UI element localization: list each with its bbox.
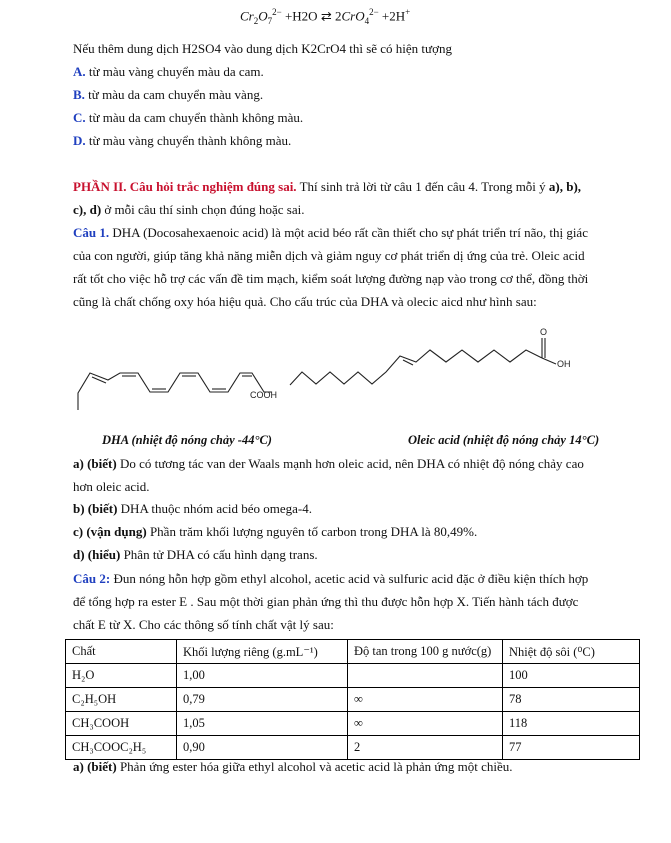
statement-text: Phần trăm khối lượng nguyên tố carbon trong DHA là 80,49%. [146,524,478,539]
table-cell: 1,05 [177,712,348,736]
q2-line-2: để tổng hợp ra ester E . Sau một thời gian phản ứng thì thu được hỗn hợp X. Tiến hành tách được [73,594,579,609]
part2-heading: PHẦN II. Câu hỏi trắc nghiệm đúng sai. [73,179,297,194]
statement-text: Phản ứng ester hóa giữa ethyl alcohol và acetic acid là phản ứng một chiều. [116,759,513,774]
part2-instr-bold1: a), b), [548,179,582,194]
eq-lhs-sub2: 7 [267,15,273,26]
caption-dha: DHA (nhiệt độ nóng chảy -44°C) [102,433,272,447]
statement-tag: c) (vận dụng) [73,524,147,539]
q1-statement-a-cont: hơn oleic acid. [73,479,150,494]
eq-coef: 2 [334,8,342,24]
q2-label: Câu 2: [73,571,111,586]
statement-tag: a) (biết) [73,759,117,774]
table-header-cell: Độ tan trong 100 g nước(g) [348,640,503,664]
q2-text: Đun nóng hỗn hợp gồm ethyl alcohol, acetic acid và sulfuric acid đặc ở điều kiện thích hợp [110,571,589,586]
eq-arrow: ⇄ [320,8,332,24]
option-text: từ màu vàng chuyển màu da cam. [88,64,264,79]
table-header-cell: Khối lượng riêng (g.mL⁻¹) [177,640,348,664]
dha-structure [78,373,272,410]
eq-lhs-species: Cr [240,8,254,24]
q1-line-3: rất tốt cho việc hỗ trợ các vấn đề tim mạch, kiểm soát lượng đường nạp vào trong cơ thể, đồng thời [73,271,589,286]
statement-text: Do có tương tác van der Waals mạnh hơn oleic acid, nên DHA có nhiệt độ nóng chảy cao [116,456,584,471]
oleic-oh-label: OH [557,359,571,369]
table-cell: H₂O [66,664,177,688]
question-intro: Nếu thêm dung dịch H2SO4 vào dung dịch K2CrO4 thì sẽ có hiện tượng [73,41,452,56]
eq-lhs-o: O [258,8,268,24]
oleic-structure [290,338,556,385]
table-cell: 2 [348,736,503,760]
q1-line-2: của con người, giúp tăng khả năng miễn dịch và giảm nguy cơ phát triển dị ứng của trẻ. Oleic acid [73,248,585,263]
table-cell: 0,90 [177,736,348,760]
eq-rhs-tail: +2H [381,8,406,24]
table-row [66,688,640,712]
dha-cooh-label: COOH [250,390,277,400]
statement-text: Phân tử DHA có cấu hình dạng trans. [120,547,318,562]
statement-text: DHA thuộc nhóm acid béo omega-4. [117,501,313,516]
q1-statement-b [73,500,312,518]
option-text: từ màu vàng chuyển thành không màu. [88,133,292,148]
option-text: từ màu da cam chuyển màu vàng. [88,87,264,102]
q1-statement-a [73,455,584,473]
q2-line-3: chất E từ X. Cho các thông số tính chất vật lý sau: [73,617,334,632]
option-key: C. [73,110,86,125]
eq-lhs-sup: 2− [272,7,282,17]
table-header-cell: Chất [66,640,177,664]
table-cell: 77 [503,736,640,760]
option-key: B. [73,87,85,102]
table-cell [348,664,503,688]
q2-statement-a [73,758,513,776]
table-cell: C₂H₅OH [66,688,177,712]
table-row [66,736,640,760]
table-cell: CH₃COOC₂H₅ [66,736,177,760]
eq-plus-water: +H2O [284,8,318,24]
table-cell: 100 [503,664,640,688]
oleic-oxygen-label: O [540,327,548,337]
table-header-row [66,640,640,664]
option-key: D. [73,133,86,148]
part2-instr2: ở mỗi câu thí sinh chọn đúng hoặc sai. [101,202,305,217]
caption-oleic: Oleic acid (nhiệt độ nóng chảy 14°C) [408,433,600,447]
statement-tag: b) (biết) [73,501,118,516]
part2-instr1: Thí sinh trả lời từ câu 1 đến câu 4. Trong mỗi ý [296,179,549,194]
table-cell: ∞ [348,688,503,712]
eq-rhs-species: CrO [341,8,365,24]
table-cell: CH₃COOH [66,712,177,736]
table-cell: 78 [503,688,640,712]
q1-line-4: cũng là chất chống oxy hóa hiệu quả. Cho cấu trúc của DHA và olecic aicd như hình sau: [73,294,537,309]
table-cell: 0,79 [177,688,348,712]
table-header-cell: Nhiệt độ sôi (⁰C) [503,640,640,664]
q1-statement-c [73,523,477,541]
option-text: từ màu da cam chuyển thành không màu. [88,110,304,125]
table-cell: ∞ [348,712,503,736]
q2-line-1 [73,570,588,588]
q1-label: Câu 1. [73,225,110,240]
table-row [66,664,640,688]
statement-tag: d) (hiểu) [73,547,121,562]
q1-statement-d [73,546,318,564]
eq-rhs-sub: 4 [364,15,370,26]
eq-rhs-sup: 2− [369,7,379,17]
table-row [66,712,640,736]
q1-text: DHA (Docosahexaenoic acid) là một acid béo rất cần thiết cho sự phát triển trí não, thị giác [109,225,588,240]
part2-instr-bold2: c), d) [73,202,102,217]
eq-lhs-sub1: 2 [253,15,259,26]
properties-table [65,639,640,760]
eq-rhs-tail-sup: + [405,7,411,17]
table-cell: 118 [503,712,640,736]
option-key: A. [73,64,86,79]
statement-tag: a) (biết) [73,456,117,471]
table-cell: 1,00 [177,664,348,688]
